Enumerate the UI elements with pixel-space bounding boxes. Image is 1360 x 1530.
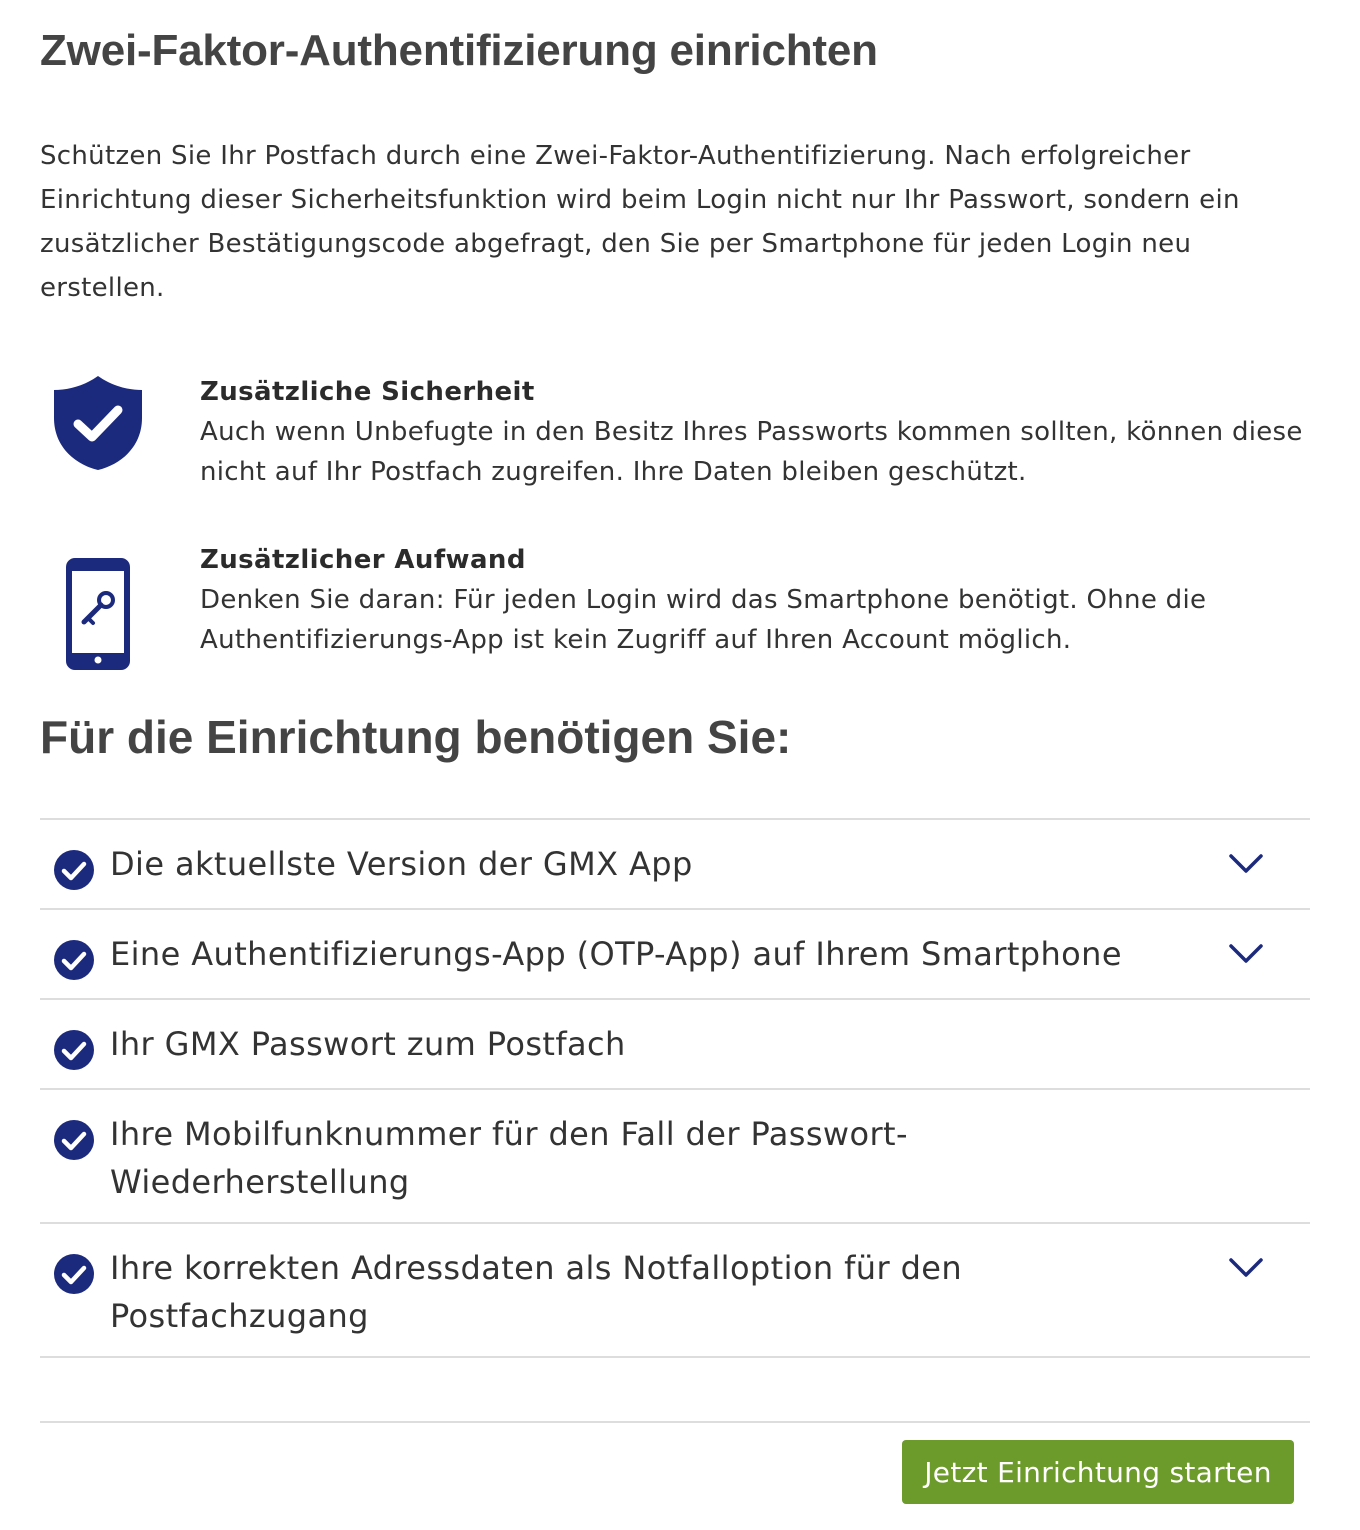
shield-check-icon	[52, 372, 144, 476]
smartphone-key-icon	[66, 558, 130, 674]
feature-title: Zusätzliche Sicherheit	[200, 377, 535, 407]
requirement-item-gmx-app[interactable]	[40, 820, 1310, 910]
requirements-list	[40, 818, 1310, 1358]
feature-effort-text	[200, 540, 1310, 660]
feature-description: Denken Sie daran: Für jeden Login wird das Smartphone benötigt. Ohne die Authentifizierungs-App ist kein Zugriff auf Ihren Account möglich.	[200, 585, 1207, 655]
intro-text: Schützen Sie Ihr Postfach durch eine Zwei-Faktor-Authentifizierung. Nach erfolgreicher Einrichtung dieser Sicherheitsfunktion wird beim Login nicht nur Ihr Passwort, sondern ein zusätzlicher Bestätigungscode abgefragt, den Sie per Smartphone für jeden Login neu erstellen.	[40, 141, 1240, 303]
feature-security	[40, 372, 1320, 492]
requirements-heading: Für die Einrichtung benötigen Sie:	[40, 711, 792, 763]
feature-title: Zusätzlicher Aufwand	[200, 545, 526, 575]
chevron-down-icon[interactable]	[1228, 852, 1264, 876]
requirement-item-otp-app[interactable]	[40, 910, 1310, 1000]
feature-description: Auch wenn Unbefugte in den Besitz Ihres Passworts kommen sollten, können diese nicht auf Ihr Postfach zugreifen. Ihre Daten bleiben geschützt.	[200, 417, 1303, 487]
requirement-label: Ihre korrekten Adressdaten als Notfalloption für den Postfachzugang	[110, 1249, 963, 1335]
page-title: Zwei-Faktor-Authentifizierung einrichten	[40, 26, 878, 75]
feature-effort	[40, 540, 1320, 660]
start-setup-button[interactable]: Jetzt Einrichtung starten	[902, 1440, 1294, 1504]
requirement-label: Ihre Mobilfunknummer für den Fall der Passwort-Wiederherstellung	[110, 1115, 908, 1201]
chevron-down-icon[interactable]	[1228, 1256, 1264, 1280]
check-circle-icon	[54, 850, 94, 890]
feature-security-text	[200, 372, 1310, 492]
chevron-down-icon[interactable]	[1228, 942, 1264, 966]
requirement-label: Die aktuellste Version der GMX App	[110, 845, 693, 883]
requirement-label: Ihr GMX Passwort zum Postfach	[110, 1025, 626, 1063]
check-circle-icon	[54, 940, 94, 980]
footer-divider	[40, 1421, 1310, 1423]
requirement-item-address[interactable]	[40, 1224, 1310, 1358]
check-circle-icon	[54, 1120, 94, 1160]
requirement-label: Eine Authentifizierungs-App (OTP-App) auf Ihrem Smartphone	[110, 935, 1122, 973]
requirement-item-password	[40, 1000, 1310, 1090]
check-circle-icon	[54, 1254, 94, 1294]
requirement-item-mobile-number	[40, 1090, 1310, 1224]
check-circle-icon	[54, 1030, 94, 1070]
